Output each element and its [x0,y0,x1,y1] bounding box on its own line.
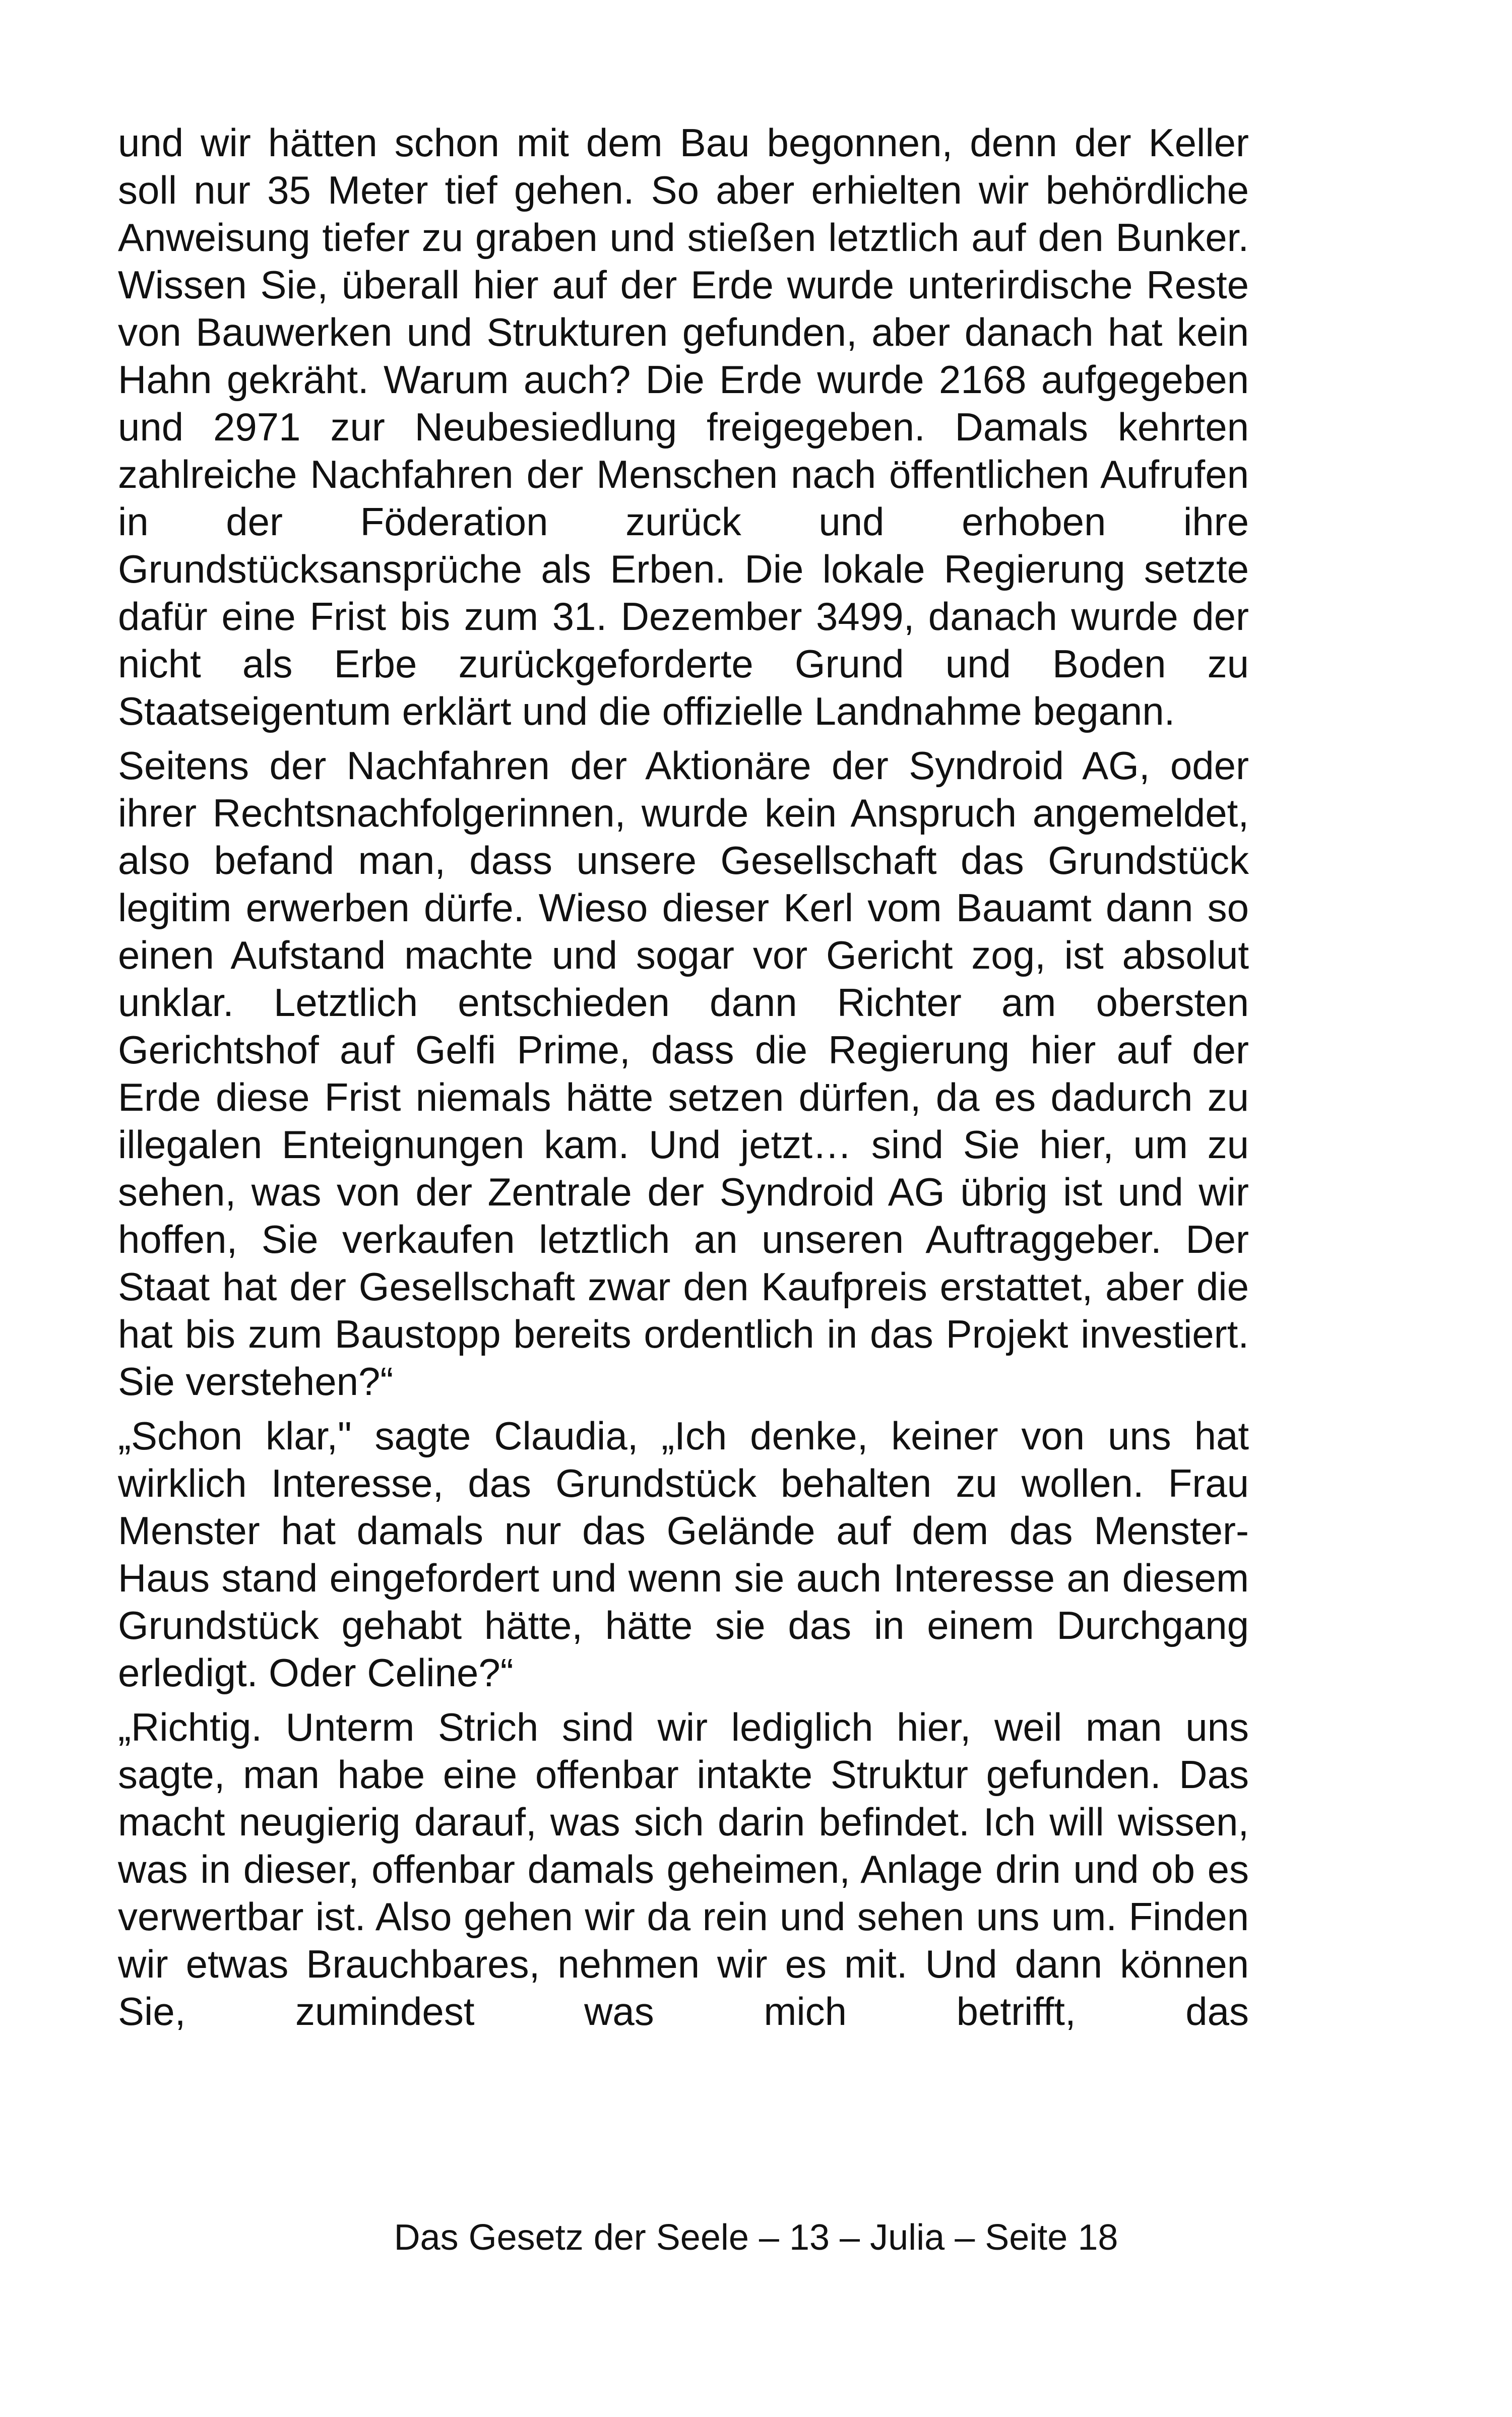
paragraph-2: Seitens der Nachfahren der Aktionäre der Syndroid AG, oder ihrer Rechtsnachfolgerinnen, wurde kein Anspruch angemeldet, also befand man, dass unsere Gesellschaft das Grundstück legitim erwerben dürfe. Wieso dieser Kerl vom Bauamt dann so einen Aufstand machte und sogar vor Gericht zog, ist absolut unklar. Letztlich entschieden dann Richter am obersten Gerichtshof auf Gelfi Prime, dass die Regierung hier auf der Erde diese Frist niemals hätte setzen dürfen, da es dadurch zu illegalen Enteignungen kam. Und jetzt… sind Sie hier, um zu sehen, was von der Zentrale der Syndroid AG übrig ist und wir hoffen, Sie verkaufen letztlich an unseren Auftraggeber. Der Staat hat der Gesellschaft zwar den Kaufpreis erstattet, aber die hat bis zum Baustopp bereits ordentlich in das Projekt investiert. Sie verstehen?“ [118,743,1249,1404]
page-footer: Das Gesetz der Seele – 13 – Julia – Seite 18 [394,2217,1118,2258]
paragraph-1: und wir hätten schon mit dem Bau begonnen, denn der Keller soll nur 35 Meter tief gehen. So aber erhielten wir behördliche Anweisung tiefer zu graben und stießen letztlich auf den Bunker. Wissen Sie, überall hier auf der Erde wurde unterirdische Reste von Bauwerken und Strukturen gefunden, aber danach hat kein Hahn gekräht. Warum auch? Die Erde wurde 2168 aufgegeben und 2971 zur Neubesiedlung freigegeben. Damals kehrten zahlreiche Nachfahren der Menschen nach öffentlichen Aufrufen in der Föderation zurück und erhoben ihre Grundstücksansprüche als Erben. Die lokale Regierung setzte dafür eine Frist bis zum 31. Dezember 3499, danach wurde der nicht als Erbe zurückgeforderte Grund und Boden zu Staatseigentum erklärt und die offizielle Landnahme begann. [118,120,1249,733]
paragraph-4: „Richtig. Unterm Strich sind wir lediglich hier, weil man uns sagte, man habe eine offenbar intakte Struktur gefunden. Das macht neugierig darauf, was sich darin befindet. Ich will wissen, was in dieser, offenbar damals geheimen, Anlage drin und ob es verwertbar ist. Also gehen wir da rein und sehen uns um. Finden wir etwas Brauchbares, nehmen wir es mit. Und dann können Sie, zumindest was mich betrifft, das [118,1705,1249,2033]
page-body-text [118,119,1249,2042]
paragraph-3: „Schon klar," sagte Claudia, „Ich denke, keiner von uns hat wirklich Interesse, das Grundstück behalten zu wollen. Frau Menster hat damals nur das Gelände auf dem das Menster-Haus stand eingefordert und wenn sie auch Interesse an diesem Grundstück gehabt hätte, hätte sie das in einem Durchgang erledigt. Oder Celine?“ [118,1414,1249,1695]
